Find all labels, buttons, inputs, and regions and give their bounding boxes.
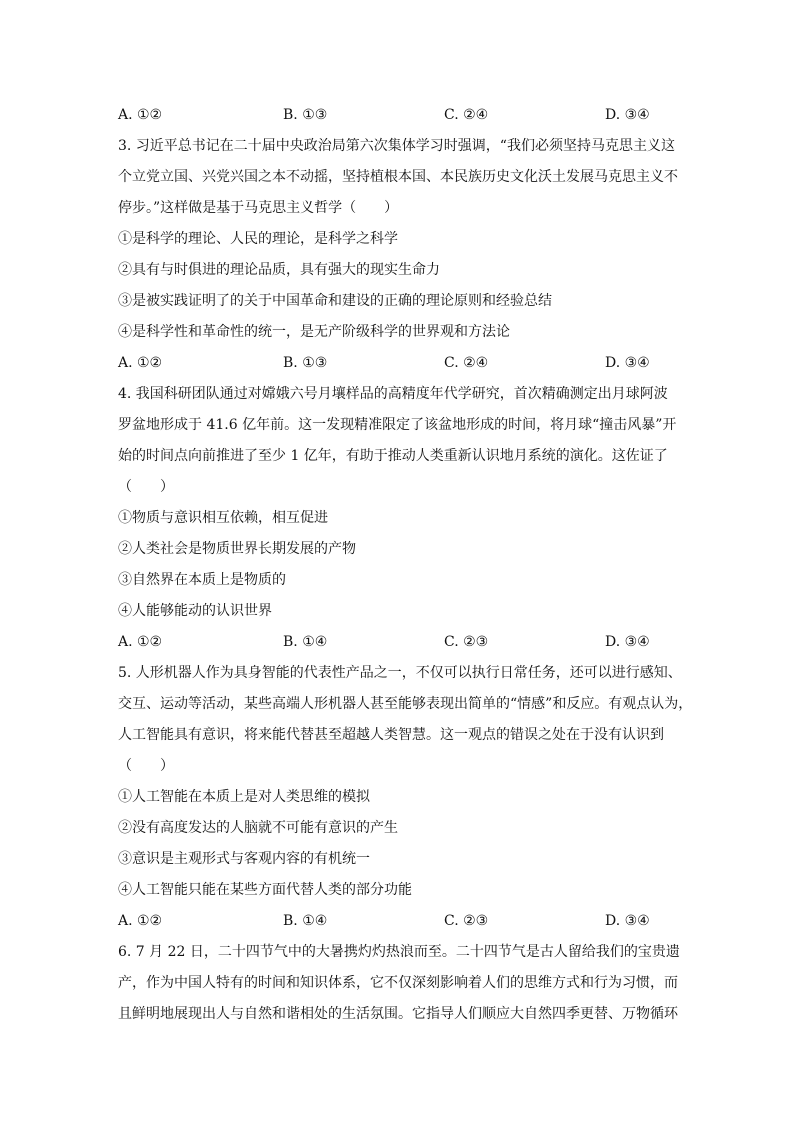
answer-blank: （ ） [118, 758, 174, 774]
question-stem-line: 停步。”这样做是基于马克思主义哲学（ ） [118, 200, 399, 216]
option-b: B. ①③ [283, 355, 328, 371]
q5-options [118, 906, 680, 937]
statement-item: ④人工智能只能在某些方面代替人类的部分功能 [118, 882, 412, 898]
q2-options [118, 100, 680, 131]
statement-item: ②没有高度发达的人脑就不可能有意识的产生 [118, 820, 398, 836]
option-d: D. ③④ [605, 107, 650, 123]
option-d: D. ③④ [605, 913, 650, 929]
question-6 [118, 937, 680, 1030]
question-stem-line: 4. 我国科研团队通过对嫦娥六号月壤样品的高精度年代学研究，首次精确测定出月球阿波 [118, 386, 668, 402]
statement-item: ④人能够能动的认识世界 [118, 603, 272, 619]
question-stem-line: 罗盆地形成于 41.6 亿年前。这一发现精准限定了该盆地形成的时间，将月球“撞击风暴”开 [118, 417, 677, 433]
question-4 [118, 379, 680, 658]
question-stem-line: 个立党立国、兴党兴国之本不动摇，坚持植根本国、本民族历史文化沃土发展马克思主义不 [118, 169, 678, 185]
option-c: C. ②③ [444, 913, 489, 929]
question-stem-line: 人工智能具有意识，将来能代替甚至超越人类智慧。这一观点的错误之处在于没有认识到 [118, 727, 664, 743]
question-stem-line: 5. 人形机器人作为具身智能的代表性产品之一，不仅可以执行日常任务，还可以进行感知、 [118, 665, 682, 681]
statement-item: ②具有与时俱进的理论品质，具有强大的现实生命力 [118, 262, 440, 278]
option-a: A. ①② [118, 634, 163, 650]
option-a: A. ①② [118, 107, 163, 123]
statement-item: ④是科学性和革命性的统一，是无产阶级科学的世界观和方法论 [118, 324, 510, 340]
q4-options [118, 627, 680, 658]
statement-item: ③是被实践证明了的关于中国革命和建设的正确的理论原则和经验总结 [118, 293, 552, 309]
question-stem-line: 6. 7 月 22 日，二十四节气中的大暑携灼灼热浪而至。二十四节气是古人留给我们的宝贵遗 [118, 944, 680, 960]
option-a: A. ①② [118, 355, 163, 371]
option-d: D. ③④ [605, 634, 650, 650]
statement-item: ①人工智能在本质上是对人类思维的模拟 [118, 789, 370, 805]
option-a: A. ①② [118, 913, 163, 929]
option-c: C. ②③ [444, 634, 489, 650]
statement-item: ①物质与意识相互依赖，相互促进 [118, 510, 328, 526]
statement-item: ③自然界在本质上是物质的 [118, 572, 286, 588]
option-c: C. ②④ [444, 355, 489, 371]
question-3 [118, 131, 680, 379]
option-b: B. ①③ [283, 107, 328, 123]
question-stem-line: 始的时间点向前推进了至少 1 亿年，有助于推动人类重新认识地月系统的演化。这佐证了 [118, 448, 668, 464]
option-d: D. ③④ [605, 355, 650, 371]
question-stem-line: 交互、运动等活动，某些高端人形机器人甚至能够表现出简单的“情感”和反应。有观点认为， [118, 696, 693, 712]
option-b: B. ①④ [283, 634, 328, 650]
question-stem-line: 产，作为中国人特有的时间和知识体系，它不仅深刻影响着人们的思维方式和行为习惯，而 [118, 975, 678, 991]
statement-item: ③意识是主观形式与客观内容的有机统一 [118, 851, 370, 867]
question-stem-line: 3. 习近平总书记在二十届中央政治局第六次集体学习时强调，“我们必须坚持马克思主义这 [118, 138, 675, 154]
answer-blank: （ ） [118, 479, 174, 495]
option-c: C. ②④ [444, 107, 489, 123]
q3-options [118, 348, 680, 379]
statement-item: ①是科学的理论、人民的理论，是科学之科学 [118, 231, 398, 247]
option-b: B. ①④ [283, 913, 328, 929]
question-stem-line: 且鲜明地展现出人与自然和谐相处的生活氛围。它指导人们顺应大自然四季更替、万物循环 [118, 1006, 678, 1022]
exam-page [118, 100, 693, 1030]
question-5 [118, 658, 693, 937]
statement-item: ②人类社会是物质世界长期发展的产物 [118, 541, 356, 557]
